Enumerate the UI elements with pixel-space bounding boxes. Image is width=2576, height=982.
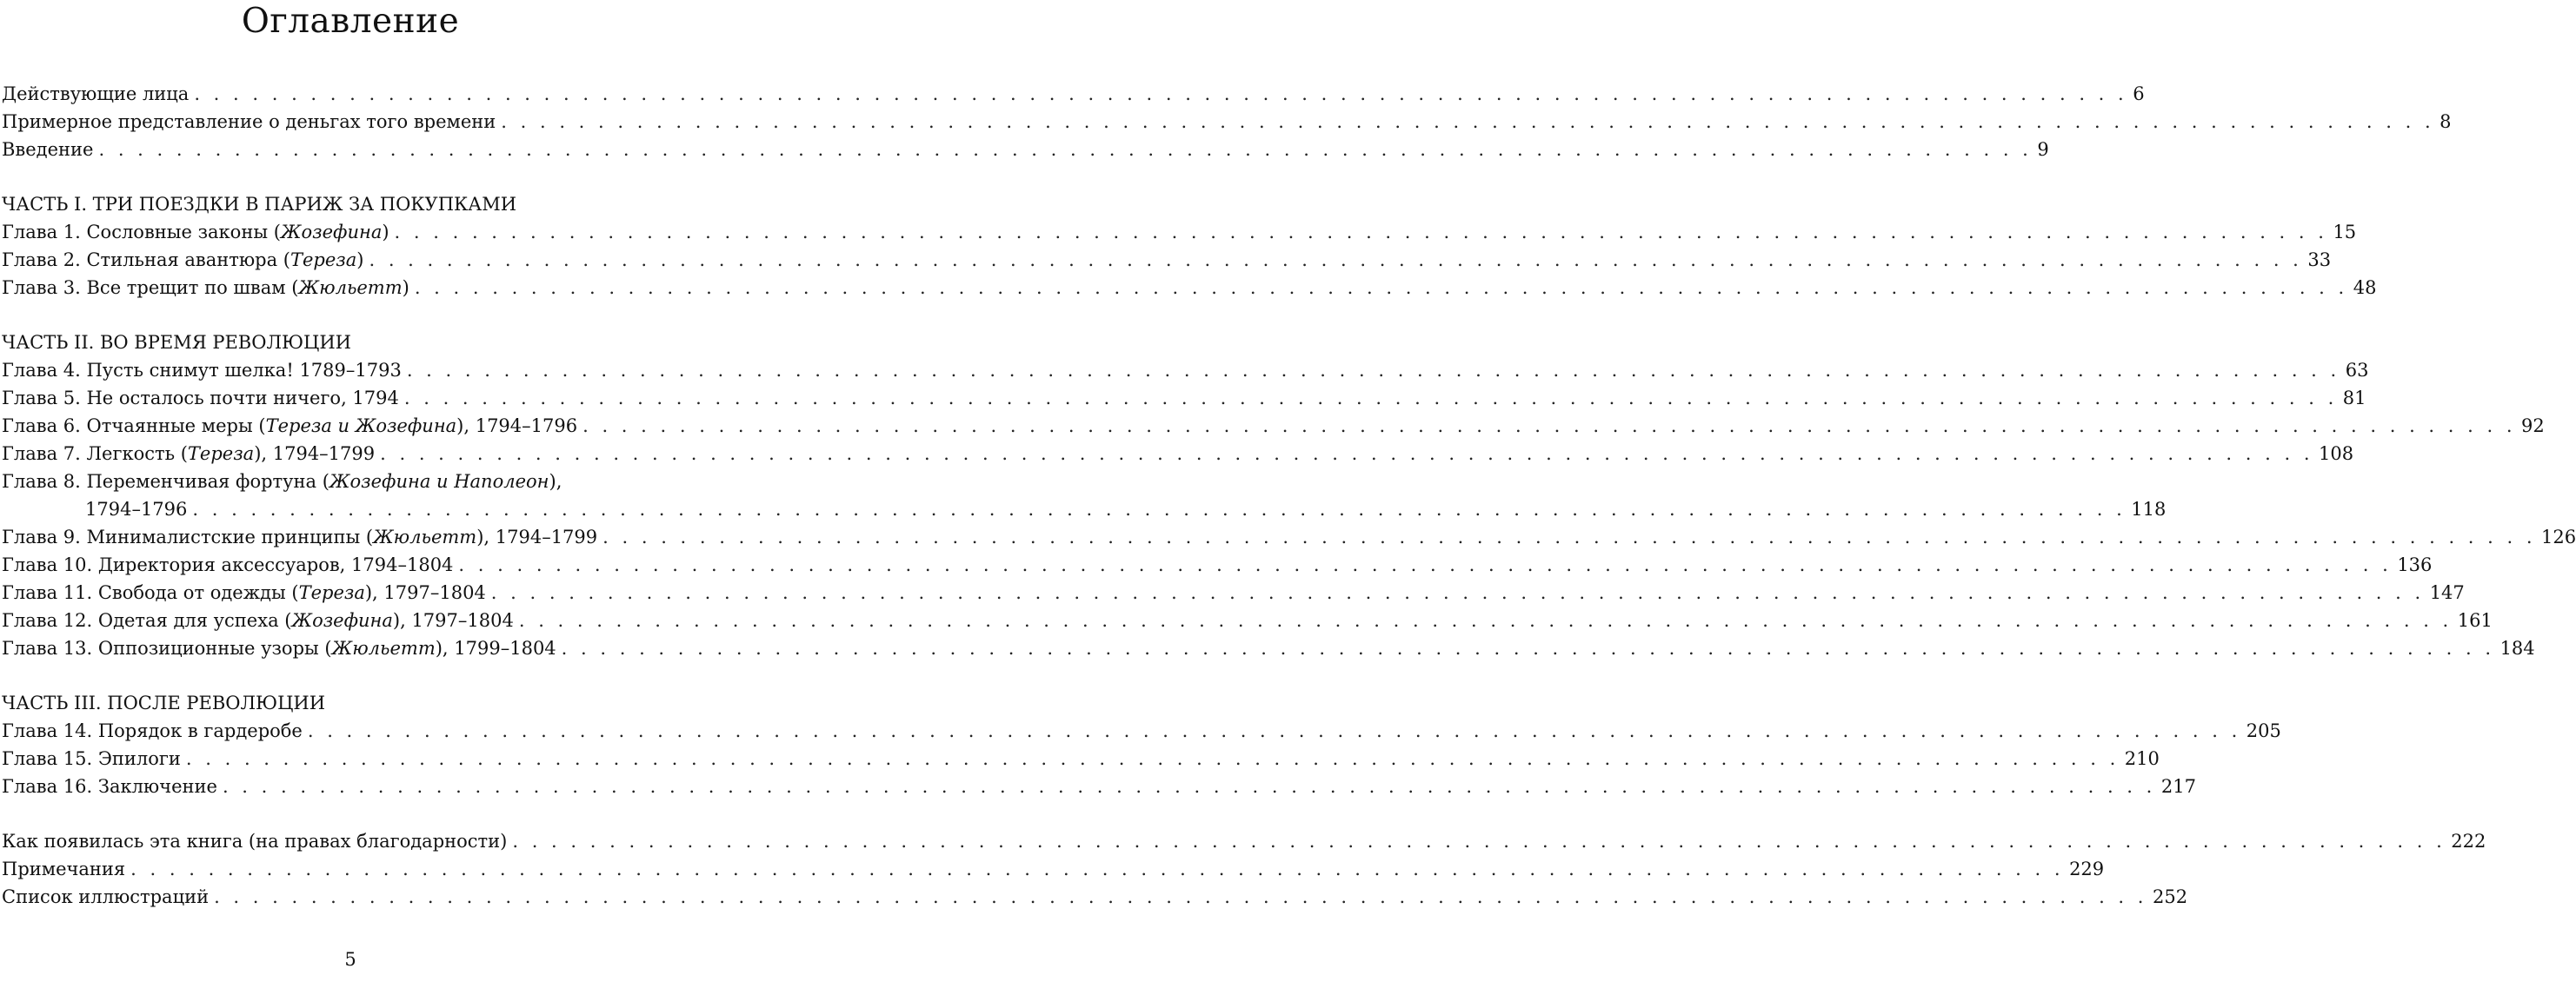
- entry-text: Глава 11. Свобода от одежды (: [2, 582, 299, 603]
- dot-leader: . . . . . . . . . . . . . . . . . . . . . . . . . . . . . . . . . . . . . . . . . . . . . . . . . . . . . . . . . . . . . . . . . . . . . . . . . . . . . . . . . . . . . . . . . . . . . . . . . . . .: [185, 748, 2120, 769]
- entry-page: 126: [2541, 527, 2576, 547]
- entry-page: 81: [2342, 388, 2366, 408]
- entry-title: [2, 384, 399, 412]
- entry-text: Глава 7. Легкость (: [2, 443, 188, 464]
- entry-page: 147: [2429, 582, 2465, 603]
- entry-text: Глава 4. Пусть снимут шелка! 1789–1793: [2, 360, 402, 381]
- dot-leader: . . . . . . . . . . . . . . . . . . . . . . . . . . . . . . . . . . . . . . . . . . . . . . . . . . . . . . . . . . . . . . . . . . . . . . . . . . . . . . . . . . . . . . . . . . . . . . . . . . . .: [490, 582, 2425, 603]
- entry-text: 1794–1796: [85, 499, 188, 520]
- part-heading: ЧАСТЬ II. ВО ВРЕМЯ РЕВОЛЮЦИИ: [2, 332, 351, 353]
- toc-entry[interactable]: [2, 384, 2366, 412]
- entry-page: 33: [2307, 249, 2332, 270]
- dot-leader: . . . . . . . . . . . . . . . . . . . . . . . . . . . . . . . . . . . . . . . . . . . . . . . . . . . . . . . . . . . . . . . . . . . . . . . . . . . . . . . . . . . . . . . . . . . . . . . . . . . .: [406, 360, 2340, 381]
- entry-text-after: ),: [549, 471, 562, 492]
- toc-entry[interactable]: [2, 827, 2486, 855]
- entry-page: 48: [2353, 277, 2377, 298]
- entry-page: 252: [2152, 886, 2188, 907]
- entry-title: [2, 246, 363, 274]
- toc-entry[interactable]: [2, 551, 2433, 579]
- toc-entry[interactable]: [2, 218, 2357, 246]
- entry-character: Тереза: [298, 582, 365, 603]
- entry-text: Глава 5. Не осталось почти ничего, 1794: [2, 388, 399, 408]
- entry-text: Глава 8. Переменчивая фортуна (: [2, 471, 329, 492]
- dot-leader: . . . . . . . . . . . . . . . . . . . . . . . . . . . . . . . . . . . . . . . . . . . . . . . . . . . . . . . . . . . . . . . . . . . . . . . . . . . . . . . . . . . . . . . . . . . . . . . . . . . .: [403, 388, 2338, 408]
- toc-section: [2, 190, 2377, 302]
- entry-title: [2, 80, 189, 108]
- entry-title: [2, 356, 402, 384]
- toc-entry[interactable]: [2, 440, 2354, 468]
- entry-page: 63: [2345, 360, 2369, 381]
- entry-text-after: ), 1799–1804: [435, 638, 556, 659]
- toc-entry[interactable]: [2, 607, 2493, 634]
- entry-title: [2, 607, 514, 634]
- toc-entry[interactable]: [2, 412, 2545, 440]
- entry-page: 9: [2037, 139, 2049, 160]
- entry-title: [2, 579, 486, 607]
- dot-leader: . . . . . . . . . . . . . . . . . . . . . . . . . . . . . . . . . . . . . . . . . . . . . . . . . . . . . . . . . . . . . . . . . . . . . . . . . . . . . . . . . . . . . . . . . . . . . . . . . . . .: [518, 610, 2453, 631]
- entry-text-after: ), 1797–1804: [364, 582, 486, 603]
- dot-leader: . . . . . . . . . . . . . . . . . . . . . . . . . . . . . . . . . . . . . . . . . . . . . . . . . . . . . . . . . . . . . . . . . . . . . . . . . . . . . . . . . . . . . . . . . . . . . . . . . . . .: [130, 859, 2065, 879]
- entry-text: Примечания: [2, 859, 126, 879]
- entry-character: Жозефина и Наполеон: [329, 471, 549, 492]
- toc-entry[interactable]: [2, 246, 2332, 274]
- dot-leader: . . . . . . . . . . . . . . . . . . . . . . . . . . . . . . . . . . . . . . . . . . . . . . . . . . . . . . . . . . . . . . . . . . . . . . . . . . . . . . . . . . . . . . . . . . . . . . . . . . . .: [414, 277, 2348, 298]
- part-heading: ЧАСТЬ I. ТРИ ПОЕЗДКИ В ПАРИЖ ЗА ПОКУПКАМИ: [2, 194, 517, 215]
- entry-character: Тереза: [187, 443, 255, 464]
- part-heading: ЧАСТЬ III. ПОСЛЕ РЕВОЛЮЦИИ: [2, 693, 326, 713]
- entry-page: 136: [2397, 554, 2433, 575]
- entry-character: Жюльетт: [331, 638, 436, 659]
- entry-page: 184: [2499, 638, 2535, 659]
- entry-text: Глава 3. Все трещит по швам (: [2, 277, 299, 298]
- entry-page: 6: [2133, 83, 2145, 104]
- entry-page: 205: [2246, 720, 2281, 741]
- entry-page: 161: [2457, 610, 2493, 631]
- entry-title: [2, 412, 577, 440]
- toc-entry[interactable]: [2, 634, 2535, 662]
- entry-title: [2, 468, 562, 495]
- toc-entry[interactable]: [2, 579, 2465, 607]
- dot-leader: . . . . . . . . . . . . . . . . . . . . . . . . . . . . . . . . . . . . . . . . . . . . . . . . . . . . . . . . . . . . . . . . . . . . . . . . . . . . . . . . . . . . . . . . . . . . . . . . . . . .: [561, 638, 2495, 659]
- entry-title: [2, 274, 409, 302]
- dot-leader: . . . . . . . . . . . . . . . . . . . . . . . . . . . . . . . . . . . . . . . . . . . . . . . . . . . . . . . . . . . . . . . . . . . . . . . . . . . . . . . . . . . . . . . . . . . . . . . . . . . .: [582, 415, 2516, 436]
- entry-text: Как появилась эта книга (на правах благодарности): [2, 831, 508, 852]
- entry-text: Глава 10. Директория аксессуаров, 1794–1804: [2, 554, 454, 575]
- toc-entry-continuation[interactable]: [2, 495, 2167, 523]
- entry-text-after: ), 1794–1799: [476, 527, 598, 547]
- toc-entry[interactable]: [2, 745, 2160, 773]
- entry-character: Тереза и Жозефина: [265, 415, 457, 436]
- entry-text: Действующие лица: [2, 83, 190, 104]
- entry-title: [2, 136, 93, 163]
- entry-character: Жозефина: [280, 222, 383, 242]
- table-of-contents: [2, 80, 2576, 911]
- dot-leader: . . . . . . . . . . . . . . . . . . . . . . . . . . . . . . . . . . . . . . . . . . . . . . . . . . . . . . . . . . . . . . . . . . . . . . . . . . . . . . . . . . . . . . . . . . . . . . . . . . . .: [380, 443, 2314, 464]
- entry-title: [2, 855, 125, 883]
- entry-page: 118: [2131, 499, 2167, 520]
- entry-page: 108: [2319, 443, 2354, 464]
- entry-text: Глава 9. Минималистские принципы (: [2, 527, 374, 547]
- entry-text: Введение: [2, 139, 94, 160]
- dot-leader: . . . . . . . . . . . . . . . . . . . . . . . . . . . . . . . . . . . . . . . . . . . . . . . . . . . . . . . . . . . . . . . . . . . . . . . . . . . . . . . . . . . . . . . . . . . . . . . . . . . .: [369, 249, 2303, 270]
- page-title: Оглавление: [241, 2, 460, 41]
- entry-text: Список иллюстраций: [2, 886, 210, 907]
- entry-character: Жюльетт: [298, 277, 403, 298]
- toc-entry[interactable]: [2, 773, 2196, 800]
- dot-leader: . . . . . . . . . . . . . . . . . . . . . . . . . . . . . . . . . . . . . . . . . . . . . . . . . . . . . . . . . . . . . . . . . . . . . . . . . . . . . . . . . . . . . . . . . . . . . . . . . . . .: [192, 499, 2127, 520]
- entry-title: [2, 634, 556, 662]
- entry-page: 210: [2124, 748, 2160, 769]
- page-number: 5: [344, 949, 356, 970]
- entry-text-after: ), 1794–1799: [254, 443, 376, 464]
- entry-page: 15: [2333, 222, 2357, 242]
- entry-title: [2, 523, 597, 551]
- toc-entry[interactable]: [2, 883, 2188, 911]
- dot-leader: . . . . . . . . . . . . . . . . . . . . . . . . . . . . . . . . . . . . . . . . . . . . . . . . . . . . . . . . . . . . . . . . . . . . . . . . . . . . . . . . . . . . . . . . . . . . . . . . . . . .: [512, 831, 2446, 852]
- dot-leader: . . . . . . . . . . . . . . . . . . . . . . . . . . . . . . . . . . . . . . . . . . . . . . . . . . . . . . . . . . . . . . . . . . . . . . . . . . . . . . . . . . . . . . . . . . . . . . . . . . . .: [307, 720, 2241, 741]
- entry-page: 8: [2440, 111, 2452, 132]
- entry-text-after: ): [382, 222, 389, 242]
- toc-entry[interactable]: [2, 356, 2369, 384]
- entry-text: Глава 15. Эпилоги: [2, 748, 181, 769]
- entry-title: [2, 551, 453, 579]
- entry-character: Жозефина: [291, 610, 393, 631]
- toc-entry[interactable]: [2, 274, 2377, 302]
- entry-text: Глава 2. Стильная авантюра (: [2, 249, 290, 270]
- entry-text: Глава 14. Порядок в гардеробе: [2, 720, 303, 741]
- entry-text-after: ): [356, 249, 364, 270]
- entry-page: 222: [2451, 831, 2486, 852]
- toc-section: [2, 689, 2281, 800]
- entry-title: [2, 108, 496, 136]
- toc-section: [2, 827, 2486, 911]
- entry-character: Жюльетт: [373, 527, 477, 547]
- dot-leader: . . . . . . . . . . . . . . . . . . . . . . . . . . . . . . . . . . . . . . . . . . . . . . . . . . . . . . . . . . . . . . . . . . . . . . . . . . . . . . . . . . . . . . . . . . . . . . . . . . . .: [222, 776, 2156, 797]
- entry-character: Тереза: [290, 249, 357, 270]
- entry-text: Глава 1. Сословные законы (: [2, 222, 281, 242]
- toc-entry[interactable]: [2, 136, 2049, 163]
- entry-page: 229: [2069, 859, 2105, 879]
- entry-text: Глава 6. Отчаянные меры (: [2, 415, 266, 436]
- dot-leader: . . . . . . . . . . . . . . . . . . . . . . . . . . . . . . . . . . . . . . . . . . . . . . . . . . . . . . . . . . . . . . . . . . . . . . . . . . . . . . . . . . . . . . . . . . . . . . . . . . . .: [501, 111, 2435, 132]
- entry-title: [85, 495, 187, 523]
- dot-leader: . . . . . . . . . . . . . . . . . . . . . . . . . . . . . . . . . . . . . . . . . . . . . . . . . . . . . . . . . . . . . . . . . . . . . . . . . . . . . . . . . . . . . . . . . . . . . . . . . . . .: [394, 222, 2328, 242]
- toc-entry[interactable]: [2, 855, 2105, 883]
- entry-title: [2, 827, 507, 855]
- toc-section: [2, 80, 2452, 163]
- dot-leader: . . . . . . . . . . . . . . . . . . . . . . . . . . . . . . . . . . . . . . . . . . . . . . . . . . . . . . . . . . . . . . . . . . . . . . . . . . . . . . . . . . . . . . . . . . . . . . . . . . . .: [98, 139, 2033, 160]
- dot-leader: . . . . . . . . . . . . . . . . . . . . . . . . . . . . . . . . . . . . . . . . . . . . . . . . . . . . . . . . . . . . . . . . . . . . . . . . . . . . . . . . . . . . . . . . . . . . . . . . . . . .: [194, 83, 2128, 104]
- entry-text: Глава 12. Одетая для успеха (: [2, 610, 292, 631]
- toc-section: [2, 328, 2576, 662]
- entry-text-after: ), 1794–1796: [456, 415, 578, 436]
- entry-page: 217: [2160, 776, 2196, 797]
- entry-title: [2, 218, 389, 246]
- toc-entry[interactable]: [2, 80, 2145, 108]
- dot-leader: . . . . . . . . . . . . . . . . . . . . . . . . . . . . . . . . . . . . . . . . . . . . . . . . . . . . . . . . . . . . . . . . . . . . . . . . . . . . . . . . . . . . . . . . . . . . . . . . . . . .: [458, 554, 2393, 575]
- toc-entry[interactable]: [2, 468, 699, 495]
- dot-leader: . . . . . . . . . . . . . . . . . . . . . . . . . . . . . . . . . . . . . . . . . . . . . . . . . . . . . . . . . . . . . . . . . . . . . . . . . . . . . . . . . . . . . . . . . . . . . . . . . . . .: [602, 527, 2537, 547]
- toc-entry[interactable]: [2, 717, 2281, 745]
- entry-title: [2, 440, 375, 468]
- toc-entry[interactable]: [2, 108, 2452, 136]
- entry-page: 92: [2521, 415, 2545, 436]
- entry-text: Глава 16. Заключение: [2, 776, 217, 797]
- entry-text: Примерное представление о деньгах того времени: [2, 111, 496, 132]
- entry-title: [2, 745, 181, 773]
- entry-text-after: ), 1797–1804: [392, 610, 514, 631]
- entry-text: Глава 13. Оппозиционные узоры (: [2, 638, 332, 659]
- entry-title: [2, 883, 209, 911]
- entry-title: [2, 717, 303, 745]
- toc-entry[interactable]: [2, 523, 2576, 551]
- dot-leader: . . . . . . . . . . . . . . . . . . . . . . . . . . . . . . . . . . . . . . . . . . . . . . . . . . . . . . . . . . . . . . . . . . . . . . . . . . . . . . . . . . . . . . . . . . . . . . . . . . . .: [214, 886, 2147, 907]
- entry-text-after: ): [402, 277, 409, 298]
- entry-title: [2, 773, 217, 800]
